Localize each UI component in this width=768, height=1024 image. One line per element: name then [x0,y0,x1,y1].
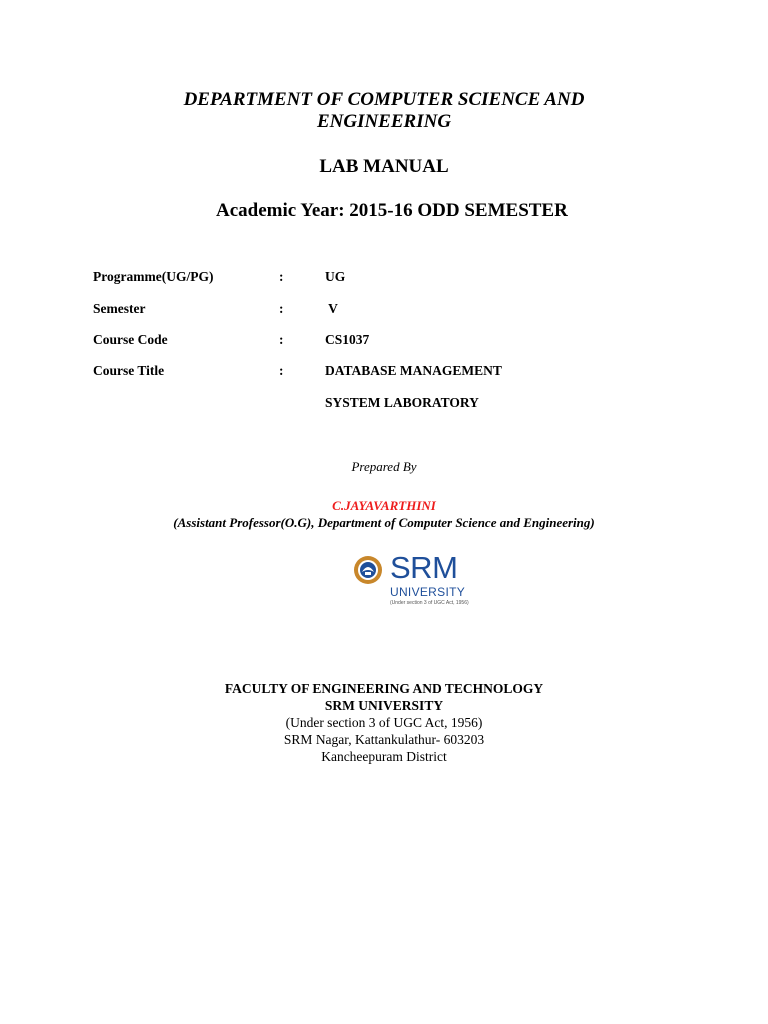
district: Kancheepuram District [321,749,447,764]
logo-note: (Under section 3 of UGC Act, 1956) [390,600,469,606]
author-name: C.JAYAVARTHINI [332,498,436,513]
lab-manual-heading: LAB MANUAL [319,156,449,177]
detail-colon: : [279,332,284,347]
author-designation: (Assistant Professor(O.G), Department of Computer Science and Engineering) [173,515,595,530]
faculty-name: FACULTY OF ENGINEERING AND TECHNOLOGY [224,681,544,696]
detail-label: Course Code [93,332,168,347]
srm-university-logo [352,552,472,610]
detail-label: Programme(UG/PG) [93,269,214,284]
detail-value: V [325,301,338,316]
detail-colon: : [279,269,284,284]
detail-value: SYSTEM LABORATORY [325,395,479,410]
prepared-by-label: Prepared By [351,459,417,474]
department-title [0,89,768,133]
detail-colon: : [279,301,284,316]
academic-year: Academic Year: 2015-16 ODD SEMESTER [216,200,568,221]
logo-wordmark: SRM [390,550,458,585]
ugc-act: (Under section 3 of UGC Act, 1956) [285,715,483,730]
detail-value: DATABASE MANAGEMENT [325,363,502,378]
logo-subtitle: UNIVERSITY [390,585,466,599]
detail-label: Semester [93,301,146,316]
department-title-line1: DEPARTMENT OF COMPUTER SCIENCE AND [183,89,585,110]
address: SRM Nagar, Kattankulathur- 603203 [283,732,485,747]
department-title-line2: ENGINEERING [316,111,452,132]
footer-block [0,680,768,765]
detail-value: UG [325,269,346,284]
detail-label: Course Title [93,363,165,378]
detail-colon: : [279,363,284,378]
detail-value: CS1037 [325,332,370,347]
university-name: SRM UNIVERSITY [324,698,444,713]
